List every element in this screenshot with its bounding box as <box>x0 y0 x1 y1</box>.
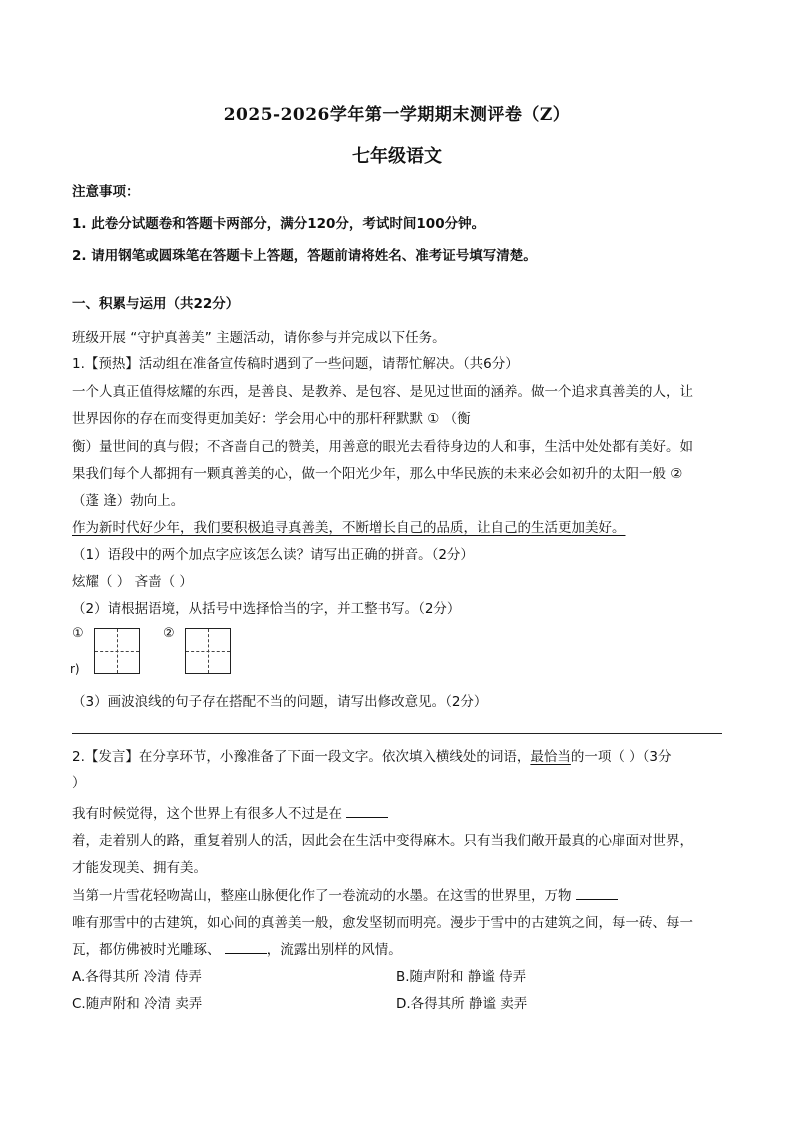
fill-blank-1[interactable] <box>346 805 388 818</box>
notice-item-2: 2. 请用钢笔或圆珠笔在答题卡上答题，答题前请将姓名、准考证号填写清楚。 <box>72 248 537 264</box>
q2-paragraph-line: 着，走着别人的路，重复着别人的活，因此会在生活中变得麻木。只有当我们敞开最真的心扉面对世界， <box>72 833 693 849</box>
scan-mark: r) <box>70 662 80 676</box>
q2-text: ，流露出别样的风情。 <box>266 942 402 958</box>
q1-paragraph-line: 果我们每个人都拥有一颗真善美的心，做一个阳光少年，那么中华民族的未来必会如初升的太阳一般 ② <box>72 466 683 482</box>
q2-paragraph-line: 唯有那雪中的古建筑，如心间的真善美一般，愈发坚韧而明亮。漫步于雪中的古建筑之间，每一砖、每一 <box>72 915 693 931</box>
writing-box-1[interactable] <box>94 628 140 674</box>
fill-blank-3[interactable] <box>225 941 267 954</box>
q1-wavy-sentence: 作为新时代好少年，我们要积极追寻真善美，不断增长自己的品质，让自己的生活更加美好。 <box>72 520 626 536</box>
option-a[interactable]: A.各得其所 冷清 侍弄 <box>72 969 202 985</box>
q1-stem: 1.【预热】活动组在准备宣传稿时遇到了一些问题，请帮忙解决。（共6分） <box>72 356 519 372</box>
q1-paragraph-line: 一个人真正值得炫耀的东西，是善良、是教养、是包容、是见过世面的涵养。做一个追求真善美的人，让 <box>72 384 693 400</box>
q1-paragraph-line: 世界因你的存在而变得更加美好：学会用心中的那杆秤默默 ① （衡 <box>72 411 471 427</box>
exam-subtitle: 七年级语文 <box>352 146 442 167</box>
q1-sub3: （3）画波浪线的句子存在搭配不当的问题，请写出修改意见。（2分） <box>72 694 488 710</box>
q2-text: 当第一片雪花轻吻嵩山，整座山脉便化作了一卷流动的水墨。在这雪的世界里，万物 <box>72 888 576 904</box>
q2-paragraph-line <box>72 938 732 958</box>
q2-paragraph-line: 才能发现美、拥有美。 <box>72 860 207 876</box>
notice-item-1: 1. 此卷分试题卷和答题卡两部分，满分120分，考试时间100分钟。 <box>72 216 486 232</box>
q1-paragraph-line: 衡）量世间的真与假；不吝啬自己的赞美，用善意的眼光去看待身边的人和事，生活中处处都有美好。如 <box>72 439 693 455</box>
q1-sub2: （2）请根据语境，从括号中选择恰当的字，并工整书写。（2分） <box>72 601 461 617</box>
q2-paragraph-line <box>72 884 732 904</box>
answer-line[interactable] <box>72 733 722 734</box>
option-c[interactable]: C.随声附和 冷清 卖弄 <box>72 996 203 1012</box>
q2-stem-part: 的一项（ ）（3分 <box>570 749 672 765</box>
q1-sub1-answer: 炫耀（ ） 吝啬（ ） <box>72 574 193 590</box>
q2-stem <box>72 745 732 765</box>
q2-text: 我有时候觉得，这个世界上有很多人不过是在 <box>72 806 347 822</box>
notice-heading: 注意事项： <box>72 184 140 200</box>
q2-stem-end: ） <box>72 775 86 791</box>
box-1-label: ① <box>72 626 84 641</box>
q2-paragraph-line <box>72 802 732 822</box>
box-2-label: ② <box>163 626 175 641</box>
section-heading: 一、积累与运用（共22分） <box>72 296 240 312</box>
q2-stem-emphasis: 最恰当 <box>530 749 571 765</box>
q1-paragraph-line: （蓬 逢）勃向上。 <box>72 493 185 509</box>
option-b[interactable]: B.随声附和 静谧 侍弄 <box>396 969 527 985</box>
section-intro: 班级开展 “守护真善美” 主题活动，请你参与并完成以下任务。 <box>72 330 446 346</box>
exam-title: 2025-2026学年第一学期期末测评卷（Z） <box>223 105 571 125</box>
q1-sub1: （1）语段中的两个加点字应该怎么读？请写出正确的拼音。（2分） <box>72 547 474 563</box>
fill-blank-2[interactable] <box>576 887 618 900</box>
q2-text: 瓦，都仿佛被时光雕琢、 <box>72 942 225 958</box>
option-d[interactable]: D.各得其所 静谧 卖弄 <box>396 996 528 1012</box>
q2-stem-part: 2.【发言】在分享环节，小豫准备了下面一段文字。依次填入横线处的词语， <box>72 749 531 765</box>
writing-box-2[interactable] <box>185 628 231 674</box>
